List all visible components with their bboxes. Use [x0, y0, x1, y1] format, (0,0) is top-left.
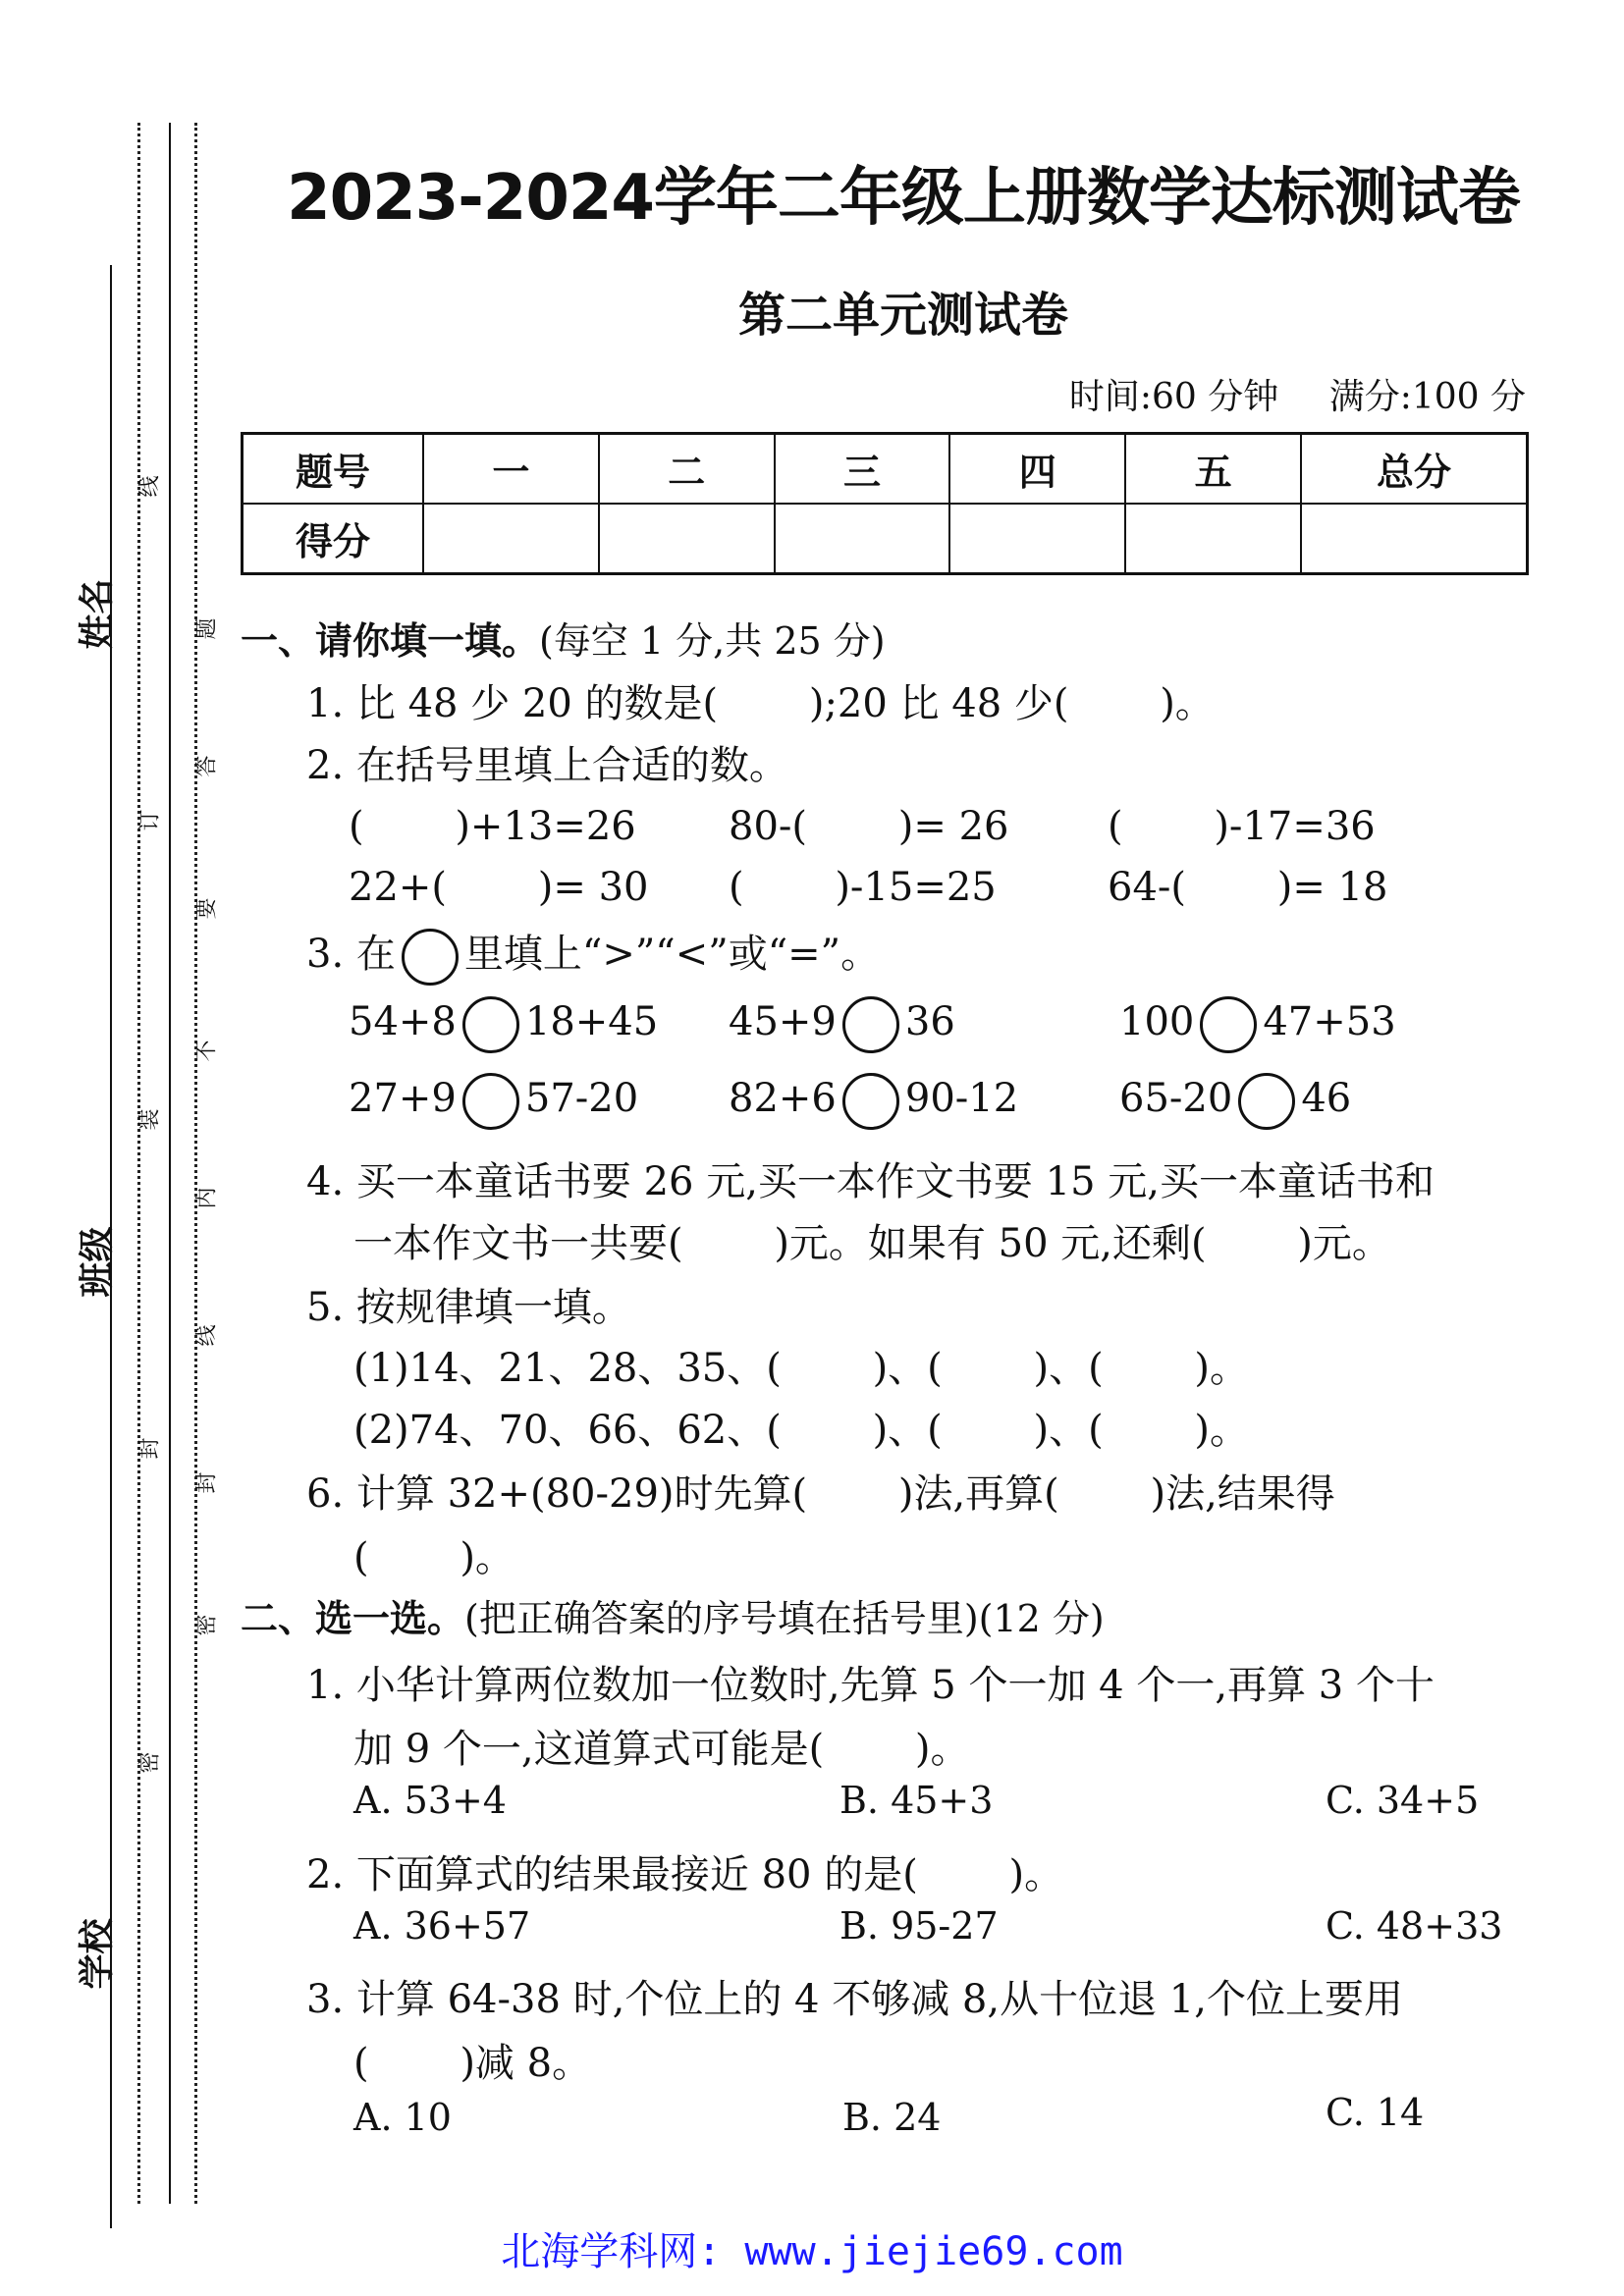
- equation: ( )-17=36: [1108, 804, 1376, 849]
- answer-circle[interactable]: [1200, 996, 1257, 1053]
- sidebar-char: 不: [194, 1040, 220, 1062]
- class-label: 班级: [77, 1226, 118, 1298]
- compare-left: 82+6: [729, 1076, 837, 1121]
- compare-item: [729, 996, 955, 1053]
- answer-circle[interactable]: [462, 1073, 519, 1130]
- option-a[interactable]: A. 10: [353, 2096, 452, 2139]
- q3-prefix: 3. 在: [306, 932, 396, 977]
- score-table: [241, 432, 1529, 575]
- answer-circle[interactable]: [1238, 1073, 1295, 1130]
- page-subtitle: 第二单元测试卷: [737, 288, 1068, 343]
- question-2-3-line1: 3. 计算 64-38 时,个位上的 4 不够减 8,从十位退 1,个位上要用: [306, 1977, 1403, 2022]
- section2-note: (把正确答案的序号填在括号里)(12 分): [464, 1597, 1105, 1640]
- compare-item: [729, 1073, 1018, 1130]
- option-b[interactable]: B. 45+3: [839, 1779, 994, 1822]
- compare-item: [349, 1073, 638, 1130]
- score-table-score-row: [243, 504, 1528, 574]
- full-score: 满分:100 分: [1328, 377, 1526, 417]
- question-1-3: [306, 923, 880, 986]
- question-1-5: 5. 按规律填一填。: [306, 1285, 631, 1330]
- compare-right: 18+45: [524, 999, 659, 1044]
- sidebar-char: 密: [194, 1614, 220, 1636]
- option-c[interactable]: C. 34+5: [1326, 1779, 1480, 1822]
- section1-title: 一、请你填一填。: [241, 619, 540, 663]
- compare-right: 47+53: [1263, 999, 1396, 1044]
- sidebar-dotted-line-outer: [137, 123, 140, 2204]
- compare-right: 57-20: [524, 1076, 639, 1121]
- sidebar-char: 答: [194, 755, 220, 777]
- sidebar-char: 密: [137, 1751, 163, 1774]
- compare-left: 54+8: [349, 999, 457, 1044]
- sidebar-char: 封: [137, 1437, 163, 1460]
- sidebar-rule-line: [169, 123, 171, 2204]
- question-2-2: 2. 下面算式的结果最接近 80 的是( )。: [306, 1852, 1064, 1897]
- compare-right: 90-12: [904, 1076, 1019, 1121]
- header-cell: 四: [949, 434, 1125, 505]
- compare-right: 36: [904, 999, 955, 1044]
- equation: 80-( )= 26: [729, 804, 1009, 849]
- sidebar-char: 订: [137, 809, 163, 831]
- option-b[interactable]: B. 95-27: [839, 1904, 999, 1948]
- score-cell[interactable]: [423, 504, 599, 574]
- score-cell[interactable]: [599, 504, 775, 574]
- sidebar-char: 线: [137, 475, 163, 498]
- compare-left: 100: [1119, 999, 1195, 1044]
- name-label: 姓名: [77, 578, 118, 650]
- section2-title: 二、选一选。: [241, 1597, 465, 1640]
- compare-item: [1119, 996, 1396, 1053]
- compare-right: 46: [1301, 1076, 1352, 1121]
- question-2-3-line2: ( )减 8。: [353, 2041, 592, 2086]
- compare-left: 27+9: [349, 1076, 457, 1121]
- question-2-1-line1: 1. 小华计算两位数加一位数时,先算 5 个一加 4 个一,再算 3 个十: [306, 1663, 1435, 1708]
- header-cell: 一: [423, 434, 599, 505]
- row-label: 得分: [243, 504, 424, 574]
- sidebar-char: 封: [194, 1471, 220, 1494]
- circle-icon: [402, 929, 459, 986]
- question-1-4-line1: 4. 买一本童话书要 26 元,买一本作文书要 15 元,买一本童话书和: [306, 1159, 1435, 1204]
- option-b[interactable]: B. 24: [842, 2096, 942, 2139]
- sidebar-char: 题: [194, 617, 220, 640]
- question-1-4-line2: 一本作文书一共要( )元。如果有 50 元,还剩( )元。: [353, 1221, 1391, 1266]
- sidebar-char: 装: [137, 1108, 163, 1131]
- question-1-6-line1: 6. 计算 32+(80-29)时先算( )法,再算( )法,结果得: [306, 1471, 1335, 1517]
- school-label: 学校: [77, 1918, 118, 1990]
- equation: 22+( )= 30: [349, 865, 649, 910]
- sidebar-char: 要: [194, 897, 220, 920]
- compare-item: [349, 996, 658, 1053]
- question-1-5-b: (2)74、70、66、62、( )、( )、( )。: [353, 1408, 1250, 1453]
- section2-heading: [241, 1588, 1105, 1642]
- answer-circle[interactable]: [842, 996, 899, 1053]
- sidebar-char: 线: [194, 1324, 220, 1347]
- compare-left: 65-20: [1119, 1076, 1233, 1121]
- sidebar-dotted-line-inner: [194, 123, 197, 2204]
- equation: ( )-15=25: [729, 865, 997, 910]
- question-1-5-a: (1)14、21、28、35、( )、( )、( )。: [353, 1346, 1250, 1391]
- section1-heading: [241, 611, 886, 665]
- header-cell: 三: [775, 434, 950, 505]
- sidebar-char: 内: [194, 1187, 220, 1209]
- equation: 64-( )= 18: [1108, 865, 1388, 910]
- equation: ( )+13=26: [349, 804, 636, 849]
- question-1-6-line2: ( )。: [353, 1535, 514, 1580]
- question-1-2: 2. 在括号里填上合适的数。: [306, 743, 788, 788]
- answer-circle[interactable]: [462, 996, 519, 1053]
- score-cell[interactable]: [775, 504, 950, 574]
- option-c[interactable]: C. 14: [1326, 2091, 1425, 2134]
- option-c[interactable]: C. 48+33: [1326, 1904, 1503, 1948]
- question-2-1-line2: 加 9 个一,这道算式可能是( )。: [353, 1727, 970, 1772]
- footer-watermark: 北海学科网: www.jiejie69.com: [501, 2229, 1123, 2274]
- header-cell: 总分: [1301, 434, 1528, 505]
- score-table-header-row: [243, 434, 1528, 505]
- question-1-1: 1. 比 48 少 20 的数是( );20 比 48 少( )。: [306, 681, 1215, 726]
- score-cell[interactable]: [1125, 504, 1301, 574]
- section1-note: (每空 1 分,共 25 分): [539, 619, 886, 663]
- option-a[interactable]: A. 53+4: [353, 1779, 507, 1822]
- score-cell[interactable]: [949, 504, 1125, 574]
- header-cell: 五: [1125, 434, 1301, 505]
- q3-suffix: 里填上“>”“<”或“=”。: [463, 932, 881, 977]
- header-cell: 题号: [243, 434, 424, 505]
- exam-meta: [1030, 369, 1526, 419]
- answer-circle[interactable]: [842, 1073, 899, 1130]
- score-cell[interactable]: [1301, 504, 1528, 574]
- option-a[interactable]: A. 36+57: [353, 1904, 531, 1948]
- page-title: 2023-2024学年二年级上册数学达标测试卷: [287, 162, 1520, 235]
- compare-item: [1119, 1073, 1351, 1130]
- time-limit: 时间:60 分钟: [1068, 377, 1279, 417]
- compare-left: 45+9: [729, 999, 837, 1044]
- header-cell: 二: [599, 434, 775, 505]
